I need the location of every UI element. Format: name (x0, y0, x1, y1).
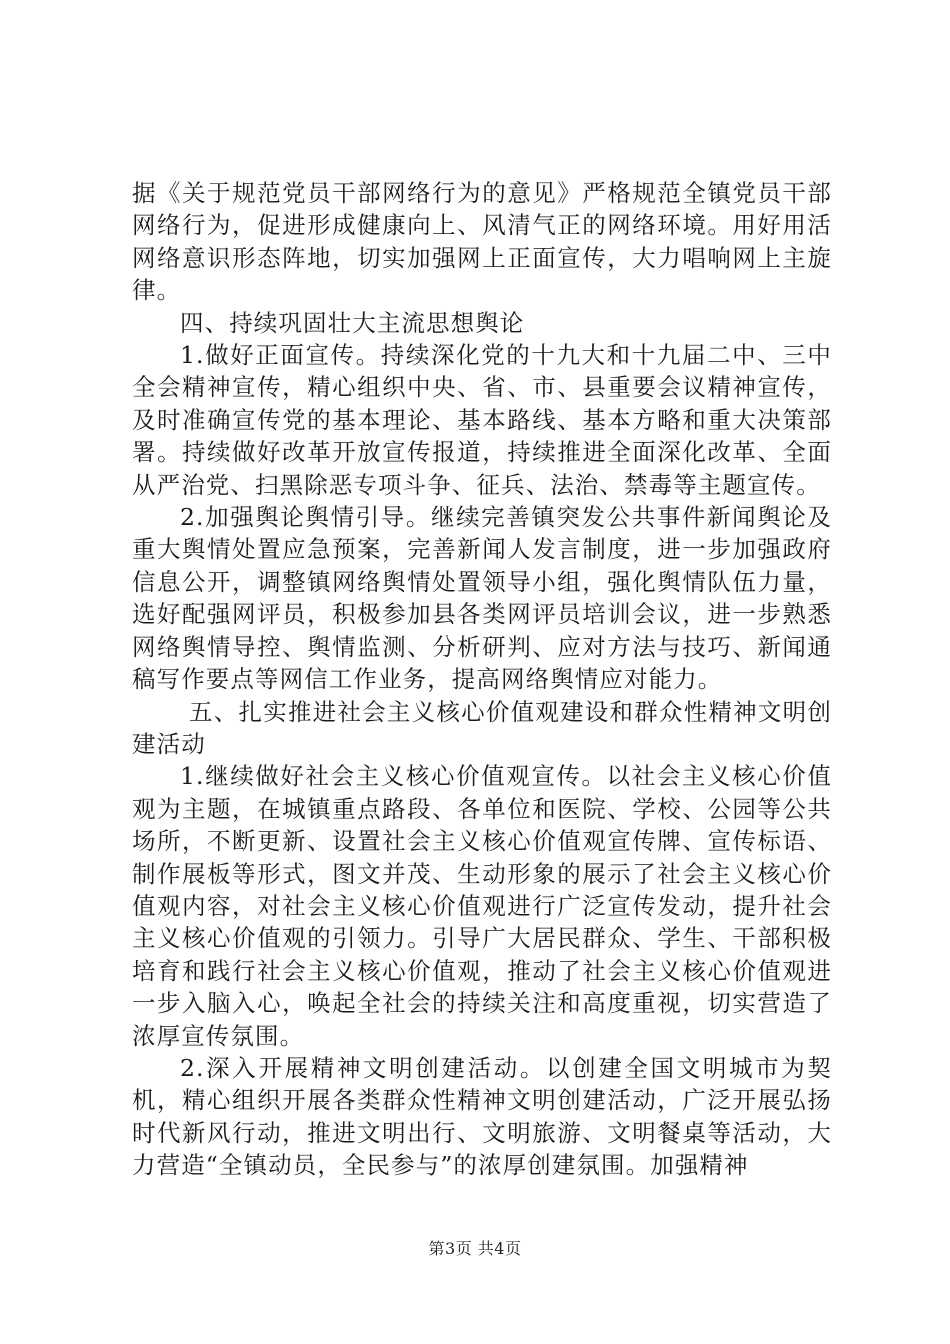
section-heading-5: 五、扎实推进社会主义核心价值观建设和群众性精神文明创建活动 (132, 697, 832, 758)
paragraph-positive-publicity: 1.做好正面宣传。持续深化党的十九大和十九届二中、三中全会精神宣传，精心组织中央、省、市、县重要会议精神宣传，及时准确宣传党的基本理论、基本路线、基本方略和重大决策部署。持续做好改革开放宣传报道，持续推进全面深化改革、全面从严治党、扫黑除恶专项斗争、征兵、法治、禁毒等主题宣传。 (132, 341, 832, 499)
paragraph-continued: 据《关于规范党员干部网络行为的意见》严格规范全镇党员干部网络行为，促进形成健康向上、风清气正的网络环境。用好用活网络意识形态阵地，切实加强网上正面宣传，大力唱响网上主旋律。 (132, 179, 832, 305)
paragraph-core-values: 1.继续做好社会主义核心价值观宣传。以社会主义核心价值观为主题，在城镇重点路段、各单位和医院、学校、公园等公共场所，不断更新、设置社会主义核心价值观宣传牌、宣传标语、制作展板等形式，图文并茂、生动形象的展示了社会主义核心价值观内容，对社会主义核心价值观进行广泛宣传发动，提升社会主义核心价值观的引领力。引导广大居民群众、学生、干部积极培育和践行社会主义核心价值观，推动了社会主义核心价值观进一步入脑入心，唤起全社会的持续关注和高度重视，切实营造了浓厚宣传氛围。 (132, 762, 832, 1050)
page-footer: 第3页 共4页 (428, 1239, 522, 1258)
section-heading-4: 四、持续巩固壮大主流思想舆论 (180, 308, 525, 337)
paragraph-public-opinion: 2.加强舆论舆情引导。继续完善镇突发公共事件新闻舆论及重大舆情处置应急预案，完善新闻人发言制度，进一步加强政府信息公开，调整镇网络舆情处置领导小组，强化舆情队伍力量，选好配强网评员，积极参加县各类网评员培训会议，进一步熟悉网络舆情导控、舆情监测、分析研判、应对方法与技巧、新闻通稿写作要点等网信工作业务，提高网络舆情应对能力。 (132, 503, 832, 694)
document-body (132, 177, 832, 1182)
paragraph-civilization-creation: 2.深入开展精神文明创建活动。以创建全国文明城市为契机，精心组织开展各类群众性精神文明创建活动，广泛开展弘扬时代新风行动，推进文明出行、文明旅游、文明餐桌等活动，大力营造“全镇动员，全民参与”的浓厚创建氛围。加强精神 (132, 1053, 832, 1180)
